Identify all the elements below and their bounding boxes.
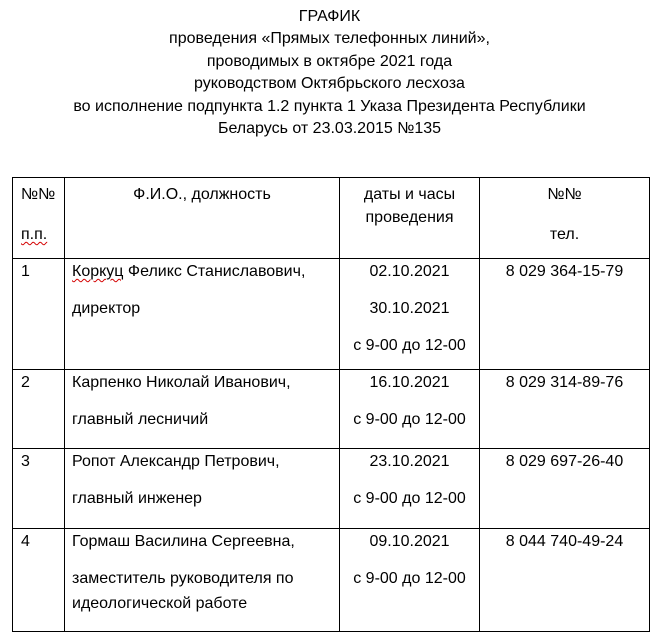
date-value: 02.10.2021 — [369, 263, 450, 280]
row-number — [13, 259, 65, 370]
phone-value: 8 044 740-49-24 — [505, 533, 624, 550]
title-line-2: проведения «Прямых телефонных линий», — [169, 30, 490, 48]
header-date-sublabel: проведения — [365, 209, 454, 226]
table-row — [13, 370, 650, 449]
header-name — [65, 178, 340, 259]
row-phone — [480, 529, 650, 632]
title-line-5: во исполнение подпункта 1.2 пункта 1 Указа Президента Республики — [73, 97, 586, 115]
table-header-row — [13, 178, 650, 259]
title-line-4: руководством Октябрьского лесхоза — [194, 75, 465, 93]
time-value: с 9-00 до 12-00 — [353, 570, 466, 587]
date-value: 09.10.2021 — [369, 533, 450, 550]
row-number — [13, 370, 65, 449]
header-date-label: даты и часы — [363, 186, 456, 203]
title-line-3: проводимых в октябре 2021 года — [206, 52, 453, 70]
row-phone — [480, 370, 650, 449]
row-number-value: 4 — [21, 533, 30, 550]
person-position-continued: идеологической работе — [72, 595, 248, 612]
header-phone — [480, 178, 650, 259]
header-number — [13, 178, 65, 259]
phone-value: 8 029 314-89-76 — [505, 374, 624, 391]
row-number-value: 3 — [21, 453, 30, 470]
row-number — [13, 449, 65, 529]
person-surname: Коркуц — [72, 263, 124, 280]
time-value: с 9-00 до 12-00 — [353, 490, 466, 507]
row-dates — [340, 259, 480, 370]
date-value: 16.10.2021 — [369, 374, 450, 391]
row-number-value: 2 — [21, 374, 30, 391]
title-line-6: Беларусь от 23.03.2015 №135 — [217, 120, 442, 138]
row-person — [65, 449, 340, 529]
row-dates — [340, 529, 480, 632]
header-date — [340, 178, 480, 259]
table-row — [13, 529, 650, 632]
row-dates — [340, 370, 480, 449]
person-name-rest: Феликс Станиславович, — [123, 263, 306, 280]
time-value: с 9-00 до 12-00 — [353, 411, 466, 428]
time-value: с 9-00 до 12-00 — [353, 337, 466, 354]
person-name: Гормаш Василина Сергеевна, — [72, 533, 295, 550]
phone-value: 8 029 697-26-40 — [505, 453, 624, 470]
person-position: директор — [72, 300, 141, 317]
header-number-sublabel: п.п. — [21, 226, 48, 243]
person-position: главный инженер — [72, 490, 202, 507]
row-person — [65, 259, 340, 370]
header-phone-sublabel: тел. — [549, 226, 580, 243]
date-value: 23.10.2021 — [369, 453, 450, 470]
schedule-table — [12, 177, 650, 632]
person-position: заместитель руководителя по — [72, 570, 294, 587]
row-dates — [340, 449, 480, 529]
header-number-label: №№ — [21, 186, 56, 203]
date-value: 30.10.2021 — [369, 300, 450, 317]
person-name — [72, 262, 339, 282]
row-person — [65, 529, 340, 632]
person-name: Ропот Александр Петрович, — [72, 453, 280, 470]
document-title — [0, 6, 659, 140]
header-name-label: Ф.И.О., должность — [133, 186, 271, 203]
row-phone — [480, 259, 650, 370]
row-phone — [480, 449, 650, 529]
row-number-value: 1 — [21, 263, 30, 280]
header-phone-label: №№ — [547, 186, 582, 203]
row-number — [13, 529, 65, 632]
phone-value: 8 029 364-15-79 — [505, 263, 624, 280]
title-heading: ГРАФИК — [298, 8, 361, 25]
table-row — [13, 259, 650, 370]
person-position: главный лесничий — [72, 411, 209, 428]
person-name: Карпенко Николай Иванович, — [72, 374, 291, 391]
table-row — [13, 449, 650, 529]
row-person — [65, 370, 340, 449]
